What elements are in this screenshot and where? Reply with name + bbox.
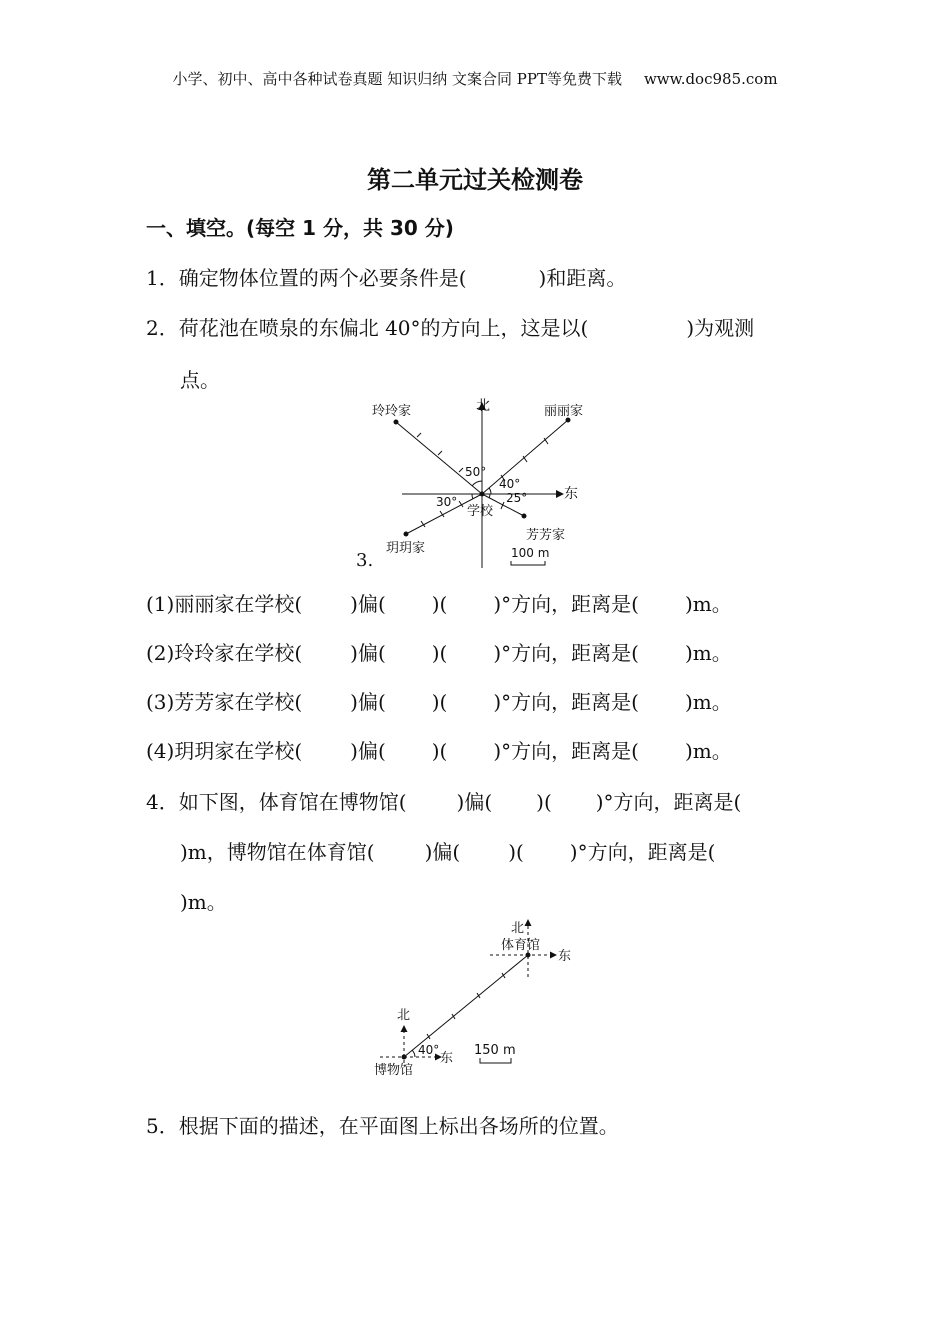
label-yueyue: 玥玥家 bbox=[386, 541, 426, 556]
section-heading: 一、填空。(每空 1 分，共 30 分) bbox=[146, 216, 454, 240]
question-4-line-1: 4．如下图，体育馆在博物馆( )偏( )( )°方向，距离是( bbox=[146, 790, 742, 814]
question-4-line-2: )m，博物馆在体育馆( )偏( )( )°方向，距离是( bbox=[180, 840, 716, 864]
q1-text-b: )和距离。 bbox=[538, 266, 627, 290]
museum-north-label: 北 bbox=[397, 1008, 411, 1023]
label-40: 40° bbox=[499, 477, 521, 491]
q3-item-2: (2)玲玲家在学校( )偏( )( )°方向，距离是( )m。 bbox=[146, 641, 732, 665]
label-30: 30° bbox=[436, 495, 458, 509]
dot-lingling bbox=[394, 420, 399, 425]
museum-label: 博物馆 bbox=[374, 1063, 414, 1078]
header-site: www.doc985.com bbox=[643, 70, 778, 88]
dot-yueyue bbox=[404, 532, 409, 537]
scale-bar bbox=[511, 561, 545, 565]
gym-label: 体育馆 bbox=[501, 938, 541, 953]
scale-label: 150 m bbox=[474, 1043, 516, 1058]
q2-text-b: )为观测 bbox=[686, 316, 755, 340]
arc-angle bbox=[412, 1050, 415, 1057]
ray-lingling bbox=[396, 422, 482, 494]
angle-label: 40° bbox=[418, 1043, 440, 1057]
path-line bbox=[404, 955, 528, 1057]
ray-lili bbox=[482, 420, 568, 494]
question-2 bbox=[146, 312, 754, 341]
label-school: 学校 bbox=[467, 504, 494, 519]
arc-40 bbox=[489, 488, 491, 494]
label-25: 25° bbox=[506, 491, 528, 505]
dot-gym bbox=[526, 953, 531, 958]
label-scale: 100 m bbox=[511, 546, 550, 560]
label-lili: 丽丽家 bbox=[544, 404, 584, 419]
page-header bbox=[0, 68, 950, 89]
header-text: 小学、初中、高中各种试卷真题 知识归纳 文案合同 PPT等免费下载 bbox=[172, 70, 622, 88]
page-title: 第二单元过关检测卷 bbox=[367, 166, 583, 194]
label-lingling: 玲玲家 bbox=[372, 404, 412, 419]
label-north: 北 bbox=[476, 398, 490, 414]
arc-25 bbox=[489, 494, 490, 498]
question-4-line-3: )m。 bbox=[180, 890, 227, 914]
scale-bar-q4 bbox=[480, 1058, 511, 1063]
dot-fangfang bbox=[522, 514, 527, 519]
label-50: 50° bbox=[465, 465, 487, 479]
question-5: 5．根据下面的描述，在平面图上标出各场所的位置。 bbox=[146, 1114, 619, 1138]
q2-text-a: 2．荷花池在喷泉的东偏北 40°的方向上，这是以( bbox=[146, 316, 589, 340]
q3-item-3: (3)芳芳家在学校( )偏( )( )°方向，距离是( )m。 bbox=[146, 690, 732, 714]
arc-50 bbox=[472, 481, 482, 486]
map-figure-q4 bbox=[360, 915, 590, 1085]
museum-east-label: 东 bbox=[440, 1051, 454, 1066]
q2-text-c: 点。 bbox=[180, 368, 220, 392]
label-fangfang: 芳芳家 bbox=[526, 528, 566, 543]
q1-text-a: 1．确定物体位置的两个必要条件是( bbox=[146, 266, 467, 290]
dot-school bbox=[480, 492, 485, 497]
label-east: 东 bbox=[564, 486, 578, 502]
gym-east-label: 东 bbox=[558, 949, 572, 964]
question-1 bbox=[146, 262, 626, 291]
q3-number: 3. bbox=[356, 550, 374, 571]
compass-figure-q3 bbox=[340, 390, 610, 576]
q3-item-4: (4)玥玥家在学校( )偏( )( )°方向，距离是( )m。 bbox=[146, 739, 732, 763]
dot-museum bbox=[402, 1055, 407, 1060]
gym-north-label: 北 bbox=[511, 921, 525, 936]
q3-item-1: (1)丽丽家在学校( )偏( )( )°方向，距离是( )m。 bbox=[146, 592, 732, 616]
arc-30 bbox=[472, 494, 473, 499]
